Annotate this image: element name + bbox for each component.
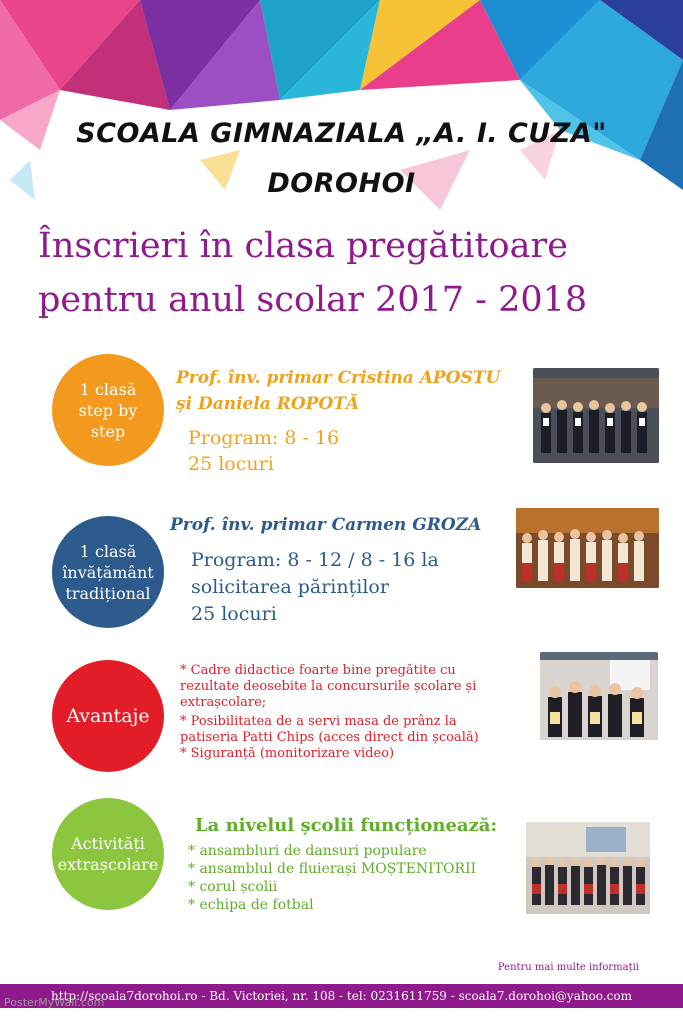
activity-item: * corul școlii [188,879,278,895]
class-photo-image [540,652,658,740]
places-count: 25 locuri [188,453,274,475]
headline-year: pentru anul scolar 2017 - 2018 [38,280,588,320]
advantage-line: rezultate deosebite la concursurile școlare și [180,679,477,694]
advantage-line: extrașcolare; [180,695,267,710]
teacher-name: și Daniela ROPOTĂ [176,394,360,414]
program-hours: Program: 8 - 16 [188,427,340,449]
class-photo-image [533,368,659,463]
program-note: solicitarea părinților [191,576,389,598]
advantage-line: * Posibilitatea de a servi masa de prânz la [180,714,457,729]
badge-line: 1 clasă [79,541,137,561]
class-photo [533,368,659,463]
class-photo [516,508,659,588]
class-photo [526,822,650,914]
more-info-note: Pentru mai multe informații [497,962,639,973]
advantage-line: * Siguranță (monitorizare video) [180,746,395,761]
activities-title: La nivelul școlii funcționează: [195,815,498,836]
school-city: DOROHOI [267,168,416,199]
activities-badge [52,798,164,910]
badge-line: extrașcolare [57,855,159,874]
badge-line: 1 clasă [79,379,137,399]
activity-item: * ansamblul de fluierași MOȘTENITORII [188,861,477,877]
badge-line: step [90,421,126,441]
class-photo-image [516,508,659,588]
badge-line: step by [78,400,138,420]
teacher-name: Prof. înv. primar Carmen GROZA [170,515,482,535]
school-name: SCOALA GIMNAZIALA „A. I. CUZA" [76,118,607,149]
watermark: PosterMyWall.com [4,996,105,1009]
advantages-badge [52,660,164,772]
contact-text[interactable]: http://scoala7dorohoi.ro - Bd. Victoriei, nr. 108 - tel: 0231611759 - scoala7.dorohoi@yahoo.com [51,989,632,1003]
badge-line: învățământ [62,562,154,582]
class-photo-image [526,822,650,914]
class-photo [540,652,658,740]
badge-line: Avantaje [66,704,150,727]
badge-line: Activități [71,834,145,853]
badge-line: tradițional [65,583,151,603]
headline: Înscrieri în clasa pregătitoare [38,226,568,266]
traditional-badge [52,516,164,628]
step-by-step-badge [52,354,164,466]
advantage-line: * Cadre didactice foarte bine pregătite cu [180,663,456,678]
places-count: 25 locuri [191,603,277,625]
activity-item: * echipa de fotbal [188,897,314,913]
program-hours: Program: 8 - 12 / 8 - 16 la [191,549,439,571]
activity-item: * ansambluri de dansuri populare [188,843,427,859]
advantage-line: patiseria Patti Chips (acces direct din școală) [180,730,479,745]
teacher-name: Prof. înv. primar Cristina APOSTU [176,368,501,388]
